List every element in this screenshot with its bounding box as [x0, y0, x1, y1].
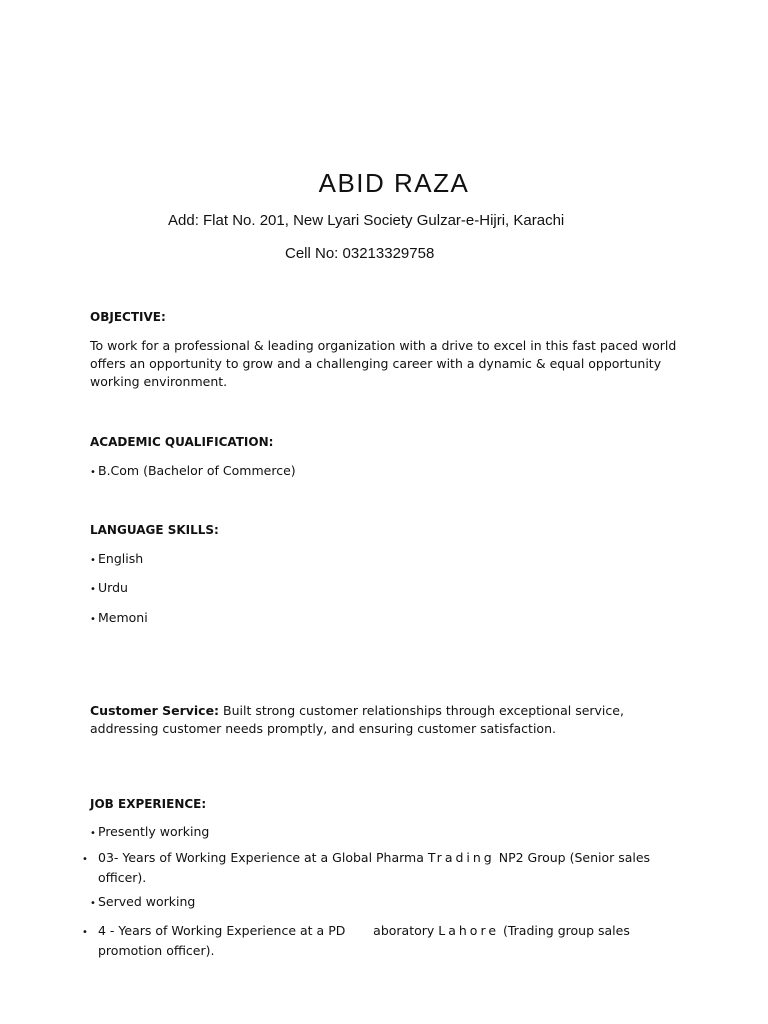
job-item-text: Served working — [98, 894, 196, 909]
bullet-icon: • — [82, 854, 88, 865]
bullet-icon: • — [82, 927, 88, 938]
job-item-text: 03- Years of Working Experience at a Global Pharma — [98, 850, 428, 865]
job-item-text: 4 - Years of Working Experience at a PD aboratory — [98, 923, 439, 938]
academic-heading: ACADEMIC QUALIFICATION: — [90, 435, 274, 449]
job-item — [90, 893, 195, 913]
language-item — [90, 609, 148, 629]
job-item-text: (Trading group sales promotion officer). — [98, 923, 630, 958]
language-item — [90, 579, 128, 599]
languages-heading: LANGUAGE SKILLS: — [90, 523, 219, 537]
bullet-icon: • — [90, 828, 96, 839]
customer-service-text: Built strong customer relationships through exceptional service, addressing customer needs promptly, and ensuring customer satisfaction. — [90, 703, 624, 736]
job-item-company: Trading — [427, 850, 495, 865]
bullet-icon: • — [90, 584, 96, 595]
language-item-text: Memoni — [98, 610, 148, 625]
customer-service-label: Customer Service: — [90, 703, 220, 718]
customer-service-paragraph — [90, 702, 690, 738]
address-line: Add: Flat No. 201, New Lyari Society Gulzar-e-Hijri, Karachi — [168, 212, 565, 229]
objective-text: To work for a professional & leading organization with a drive to excel in this fast paced world offers an opportunity to grow and a challenging career with a dynamic & equal opportunity working environment. — [90, 338, 677, 389]
bullet-icon: • — [90, 555, 96, 566]
job-item — [82, 922, 688, 960]
academic-item — [90, 462, 296, 482]
cell-number: Cell No: 03213329758 — [285, 245, 435, 262]
bullet-icon: • — [90, 614, 96, 625]
language-item-text: English — [98, 551, 144, 566]
job-item — [90, 823, 209, 843]
candidate-name: ABID RAZA — [318, 168, 470, 198]
bullet-icon: • — [90, 467, 96, 478]
language-item — [90, 550, 143, 570]
language-item-text: Urdu — [98, 580, 128, 595]
job-item-location: Lahore — [438, 923, 500, 938]
bullet-icon: • — [90, 898, 96, 909]
job-experience-heading: JOB EXPERIENCE: — [90, 797, 207, 811]
job-item-text: Presently working — [98, 824, 210, 839]
academic-item-text: B.Com (Bachelor of Commerce) — [98, 463, 296, 478]
objective-heading: OBJECTIVE: — [90, 310, 166, 324]
job-item-text: NP2 Group (Senior sales officer). — [98, 850, 651, 885]
job-item — [82, 849, 688, 887]
